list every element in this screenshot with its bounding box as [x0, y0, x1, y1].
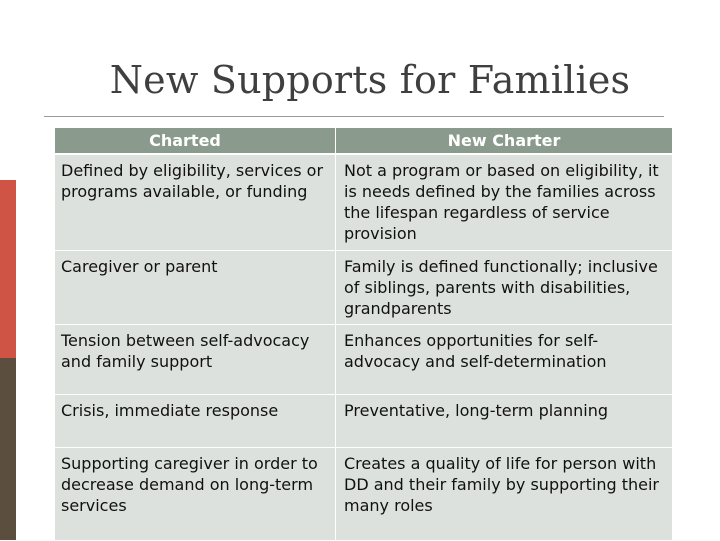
cell-charted: Tension between self-advocacy and family support: [55, 325, 336, 395]
comparison-table: [55, 128, 673, 541]
header-charted: Charted: [55, 128, 336, 155]
slide-title: New Supports for Families: [109, 58, 631, 102]
cell-new-charter: Creates a quality of life for person with DD and their family by supporting their many roles: [336, 448, 673, 541]
cell-new-charter: Preventative, long-term planning: [336, 395, 673, 448]
header-new-charter: New Charter: [336, 128, 673, 155]
cell-charted: Supporting caregiver in order to decrease demand on long-term services: [55, 448, 336, 541]
table-row: [55, 251, 673, 325]
side-accent-brown: [0, 358, 16, 540]
cell-charted: Defined by eligibility, services or programs available, or funding: [55, 155, 336, 251]
cell-charted: Crisis, immediate response: [55, 395, 336, 448]
table-row: [55, 325, 673, 395]
table-row: [55, 448, 673, 541]
title-divider: [44, 116, 664, 117]
side-accent-red: [0, 180, 16, 358]
table-row: [55, 155, 673, 251]
cell-new-charter: Enhances opportunities for self-advocacy and self-determination: [336, 325, 673, 395]
cell-charted: Caregiver or parent: [55, 251, 336, 325]
cell-new-charter: Family is defined functionally; inclusive of siblings, parents with disabilities, grandparents: [336, 251, 673, 325]
table-row: [55, 395, 673, 448]
table-header-row: [55, 128, 673, 155]
side-accent-top: [0, 0, 16, 180]
cell-new-charter: Not a program or based on eligibility, it is needs defined by the families across the lifespan regardless of service provision: [336, 155, 673, 251]
